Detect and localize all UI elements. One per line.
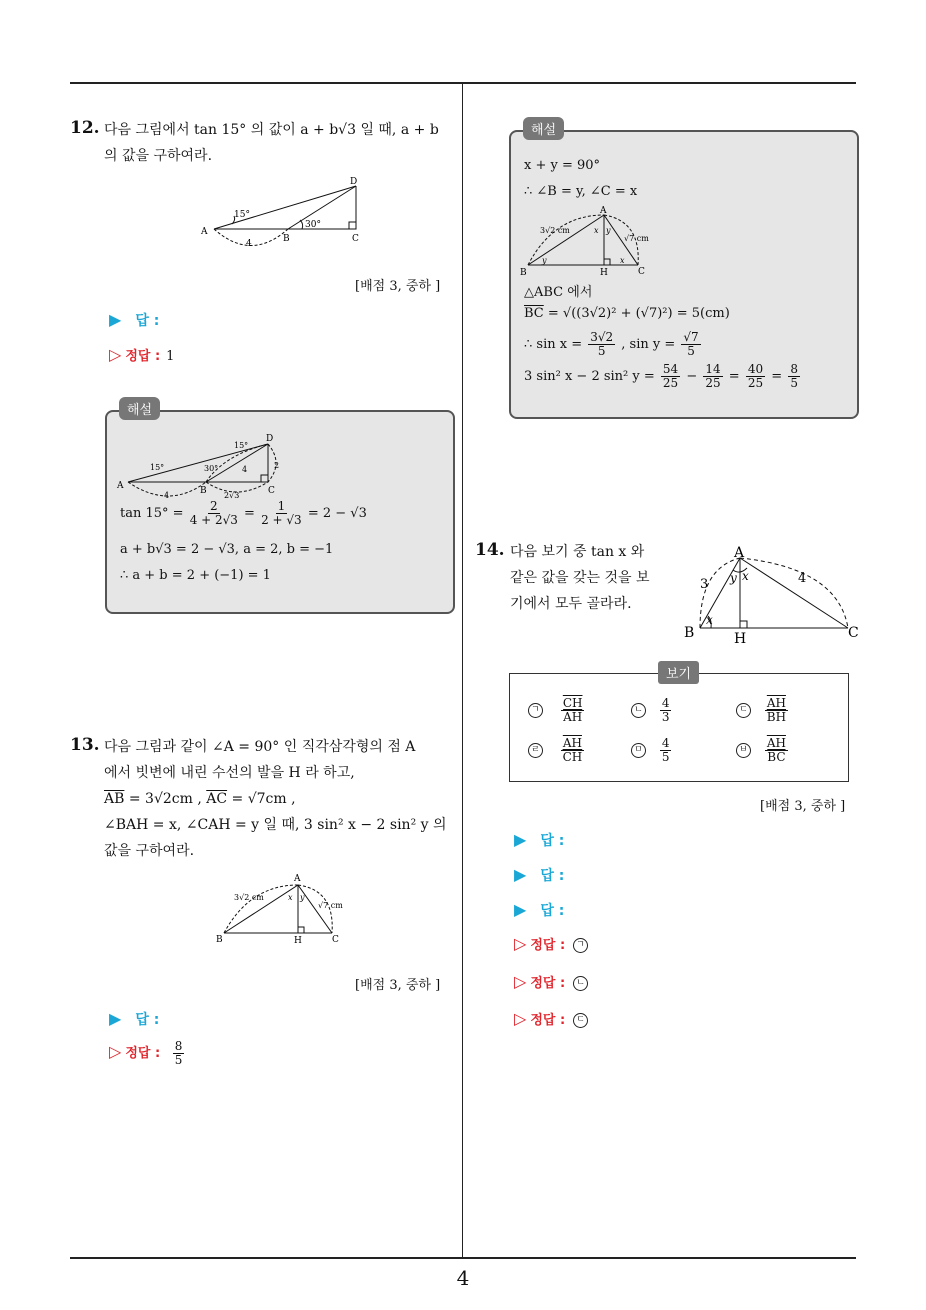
q13-sol-line-4: $\overline{BC} = √((3√2)^2 + (√7)^2) = 5(cm)$ [524, 306, 730, 321]
q14-correct-row-1: ▷ 정답 : ㄱ [514, 934, 588, 953]
option-marker: ㄱ [528, 703, 543, 718]
q14-text-2: 같은 값을 갖는 것을 보 [510, 570, 650, 586]
sol13-fig-x1: x [594, 226, 599, 235]
q14-option-1[interactable]: ㄱ $\frac{\overline{CH}}{AH}$ [528, 697, 586, 724]
q14-fig-x2: x [706, 613, 713, 627]
q14-figure [678, 540, 864, 648]
sol12-fig-label-d: D [266, 434, 274, 444]
q12-correct-label: 정답 : [125, 349, 161, 364]
q12-answer-label: 답 : [135, 313, 160, 329]
sol13-fig-ac: √7 cm [624, 234, 649, 243]
outline-arrow-icon: ▷ [514, 1009, 527, 1028]
q12-figure [196, 172, 376, 262]
q12-fig-label-d: D [350, 177, 358, 187]
q13-solution-figure [516, 203, 656, 279]
outline-arrow-icon: ▷ [109, 345, 122, 364]
sol13-fig-label-a: A [600, 206, 607, 216]
sol12-fig-label-a: A [117, 481, 124, 491]
q14-fig-length-4: 4 [798, 571, 807, 586]
sol12-fig-angle-30: 30° [204, 464, 219, 473]
correct-marker: ㄷ [573, 1013, 588, 1028]
q12-correct-value: 1 [166, 349, 175, 364]
sol12-fig-length-2r3: 2√3 [224, 491, 240, 500]
q14-text-3: 기에서 모두 골라라. [510, 596, 632, 612]
q13-sol-line-1: x + y = 90° [524, 158, 601, 173]
q12-fig-angle-30: 30° [305, 220, 321, 230]
outline-arrow-icon: ▷ [514, 934, 527, 953]
q13-correct-fraction: $\frac{8}{5}$ [174, 1039, 183, 1067]
q13-fig-label-c: C [332, 935, 339, 945]
q14-text-1: 다음 보기 중 tan x 와 [510, 544, 645, 560]
q12-meta: [배점 3, 중하 ] [355, 279, 441, 294]
play-arrow-icon: ▶ [514, 865, 527, 884]
option-marker: ㅂ [736, 743, 751, 758]
q14-answer-row-2[interactable]: ▶ 답 : [514, 865, 565, 884]
page-number: 4 [456, 1266, 470, 1290]
bottom-rule [70, 1257, 856, 1259]
q14-correct-row-2: ▷ 정답 : ㄴ [514, 972, 588, 991]
q14-fig-label-h: H [734, 631, 747, 647]
q12-sol-line-3: ∴ a + b = 2 + (−1) = 1 [120, 568, 271, 583]
top-rule [70, 82, 856, 84]
sol13-fig-label-h: H [600, 268, 608, 278]
q14-meta: [배점 3, 중하 ] [760, 799, 846, 814]
q14-answer-row-1[interactable]: ▶ 답 : [514, 830, 565, 849]
q13-fig-label-b: B [216, 935, 223, 945]
sol12-fig-length-2: 2 [274, 461, 280, 470]
q12-text-2: 의 값을 구하여라. [104, 148, 213, 164]
q14-option-6[interactable]: ㅂ $\frac{\overline{AH}}{BC}$ [736, 737, 790, 764]
q14-fig-label-c: C [848, 625, 859, 641]
q12-correct-row [109, 345, 174, 364]
q13-answer-label: 답 : [135, 1012, 160, 1028]
q14-correct-row-3: ▷ 정답 : ㄷ [514, 1009, 588, 1028]
sol12-fig-angle-15a: 15° [150, 463, 165, 472]
q12-sol-line-1: tan 15° = $\frac{2}{4 + 2√3}$ = $\frac{1}{2 + √3}$ = 2 − √3 [120, 499, 367, 527]
q12-solution-tab: 해설 [119, 397, 160, 420]
q13-text-3: $\overline{AB} = 3√2cm$ , $\overline{AC} = √7cm$ , [104, 791, 296, 807]
q12-answer-row[interactable] [109, 310, 159, 330]
option-marker: ㄹ [528, 743, 543, 758]
q14-bogi-box [509, 673, 849, 782]
q13-correct-label: 정답 : [125, 1046, 161, 1061]
sol12-fig-label-b: B [200, 486, 207, 496]
q13-sol-line-3: △ABC 에서 [524, 285, 593, 300]
q13-fig-ac: √7 cm [318, 901, 343, 910]
sol13-fig-label-c: C [638, 267, 645, 277]
q12-solution-figure [114, 430, 294, 502]
correct-marker: ㄴ [573, 976, 588, 991]
q13-text-2: 에서 빗변에 내린 수선의 발을 H 라 하고, [104, 765, 355, 781]
q13-text-4: ∠BAH = x, ∠CAH = y 일 때, 3 sin² x − 2 sin² y 의 [104, 817, 447, 833]
q13-number: 13. [70, 735, 100, 755]
outline-arrow-icon: ▷ [514, 972, 527, 991]
q13-fig-label-a: A [294, 874, 301, 884]
q13-solution-tab: 해설 [523, 117, 564, 140]
correct-marker: ㄱ [573, 938, 588, 953]
q13-text-5: 값을 구하여라. [104, 843, 195, 859]
q14-answer-row-3[interactable]: ▶ 답 : [514, 900, 565, 919]
q14-option-3[interactable]: ㄷ $\frac{\overline{AH}}{BH}$ [736, 697, 790, 724]
q13-sol-line-5: ∴ sin x = $\frac{3√2}{5}$ , sin y = $\frac{√7}{5}$ [524, 330, 699, 358]
outline-arrow-icon: ▷ [109, 1042, 122, 1061]
q12-fig-length-4: 4 [246, 239, 252, 249]
column-divider [462, 84, 463, 1257]
q13-sol-line-2: ∴ ∠B = y, ∠C = x [524, 184, 638, 199]
sol12-fig-label-c: C [268, 486, 275, 496]
play-arrow-icon: ▶ [109, 310, 122, 329]
sol13-fig-label-b: B [520, 268, 527, 278]
q13-meta: [배점 3, 중하 ] [355, 978, 441, 993]
q13-fig-y: y [300, 893, 305, 902]
option-marker: ㅁ [631, 743, 646, 758]
q13-answer-row[interactable] [109, 1009, 159, 1029]
q12-number: 12. [70, 118, 100, 138]
sol12-fig-length-4b: 4 [242, 465, 248, 474]
sol12-fig-length-4a: 4 [164, 491, 170, 500]
play-arrow-icon: ▶ [514, 900, 527, 919]
q14-fig-x1: x [742, 569, 749, 583]
q14-fig-label-b: B [684, 625, 695, 641]
q14-option-5[interactable]: ㅁ $\frac{4}{5}$ [631, 737, 673, 764]
q14-option-2[interactable]: ㄴ $\frac{4}{3}$ [631, 697, 673, 724]
sol13-fig-ab: 3√2 cm [540, 226, 570, 235]
q14-fig-label-a: A [734, 545, 745, 561]
q13-fig-x: x [288, 893, 293, 902]
option-marker: ㄴ [631, 703, 646, 718]
q12-fig-label-c: C [352, 234, 359, 244]
sol12-fig-angle-15b: 15° [234, 441, 249, 450]
sol13-fig-y1: y [606, 226, 611, 235]
q12-fig-label-a: A [201, 227, 208, 237]
sol13-fig-x2: x [620, 256, 625, 265]
q12-fig-angle-15: 15° [234, 210, 250, 220]
q12-text-1: 다음 그림에서 tan 15° 의 값이 a + b√3 일 때, a + b [104, 122, 439, 138]
q12-fig-label-b: B [283, 234, 290, 244]
q14-option-4[interactable]: ㄹ $\frac{\overline{AH}}{CH}$ [528, 737, 586, 764]
q13-fig-label-h: H [294, 936, 302, 946]
q13-text-1: 다음 그림과 같이 ∠A = 90° 인 직각삼각형의 점 A [104, 739, 416, 755]
q12-sol-line-2: a + b√3 = 2 − √3, a = 2, b = −1 [120, 542, 334, 557]
q14-number: 14. [475, 540, 505, 560]
q14-fig-y: y [730, 571, 737, 585]
play-arrow-icon: ▶ [109, 1009, 122, 1028]
q13-figure [210, 870, 360, 950]
q13-sol-line-6: 3 sin² x − 2 sin² y = $\frac{54}{25}$ − $\frac{14}{25}$ = $\frac{40}{25}$ = $\frac{8}{5}$ [524, 362, 798, 390]
q14-fig-length-3: 3 [700, 577, 709, 592]
play-arrow-icon: ▶ [514, 830, 527, 849]
q13-correct-row [109, 1040, 186, 1067]
sol13-fig-y2: y [542, 256, 547, 265]
q13-fig-ab: 3√2 cm [234, 893, 264, 902]
option-marker: ㄷ [736, 703, 751, 718]
q14-bogi-tab: 보기 [658, 661, 699, 684]
